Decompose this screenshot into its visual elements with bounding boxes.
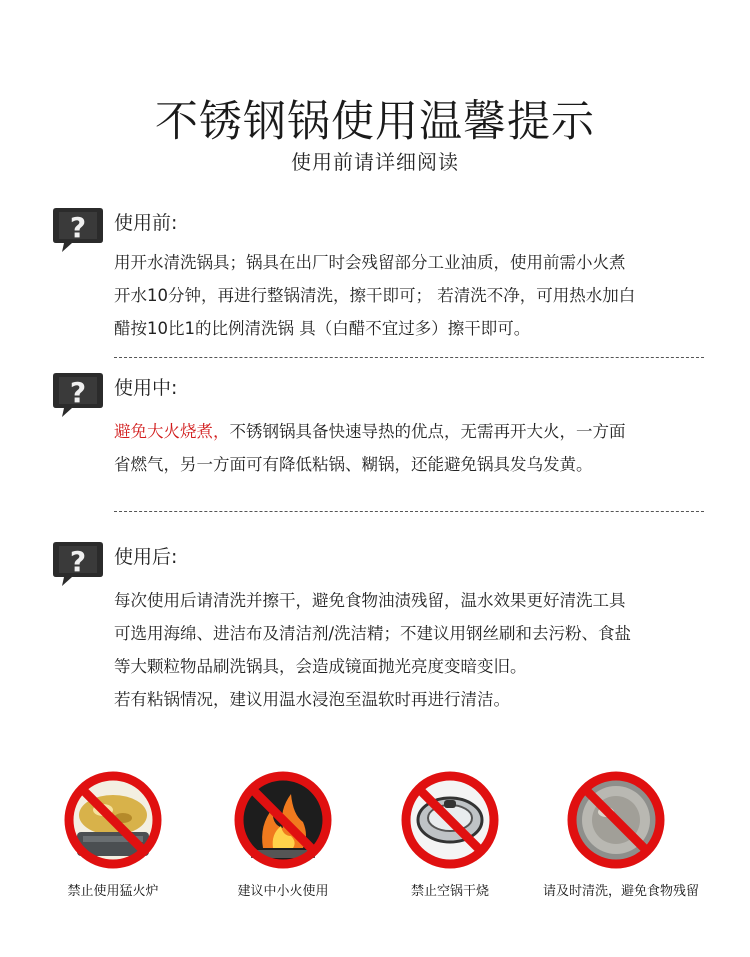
section-text xyxy=(114,584,714,716)
text-line: 可选用海绵、进洁布及清洁剂/洗洁精；不建议用钢丝刷和去污粉、食盐 xyxy=(114,624,632,643)
dashed-divider xyxy=(114,357,704,358)
page-title: 不锈钢锅使用温馨提示 xyxy=(155,97,595,147)
highlight-warning: 避免大火烧煮， xyxy=(114,422,230,441)
no-food-residue-icon xyxy=(566,770,666,870)
no-empty-pot-heating-icon xyxy=(400,770,500,870)
section-text xyxy=(114,246,714,345)
warning-caption: 禁止空锅干烧 xyxy=(410,884,489,899)
text-line: 开水10分钟，再进行整锅清洗，擦干即可； 若清洗不净，可用热水加白 xyxy=(114,286,636,305)
section-text xyxy=(114,415,714,481)
warning-caption: 请及时清洗，避免食物残留 xyxy=(542,884,699,899)
warning-caption: 建议中小火使用 xyxy=(237,884,329,899)
section-heading: 使用前: xyxy=(114,212,178,234)
question-icon xyxy=(52,540,104,588)
text-line xyxy=(114,415,714,448)
section-heading: 使用后: xyxy=(114,546,178,568)
text-line: 醋按10比1的比例清洗锅 具（白醋不宜过多）擦干即可。 xyxy=(114,319,531,338)
dashed-divider xyxy=(114,511,704,512)
warning-caption: 禁止使用猛火炉 xyxy=(67,884,159,899)
question-icon xyxy=(52,206,104,254)
no-big-flame-icon xyxy=(233,770,333,870)
text-line: 省燃气，另一方面可有降低粘锅、糊锅，还能避免锅具发乌发黄。 xyxy=(114,455,593,474)
text-line: 若有粘锅情况，建议用温水浸泡至温软时再进行清洁。 xyxy=(114,690,510,709)
text-line: 用开水清洗锅具；锅具在出厂时会残留部分工业油质，使用前需小火煮 xyxy=(114,253,626,272)
page-subtitle: 使用前请详细阅读 xyxy=(291,150,459,174)
text-line: 每次使用后请清洗并擦干，避免食物油渍残留，温水效果更好清洗工具 xyxy=(114,591,626,610)
question-icon xyxy=(52,371,104,419)
text-line-rest: 不锈钢锅具备快速导热的优点，无需再开大火，一方面 xyxy=(229,422,626,441)
text-line: 等大颗粒物品刷洗锅具，会造成镜面抛光亮度变暗变旧。 xyxy=(114,657,527,676)
no-strong-fire-stove-icon xyxy=(63,770,163,870)
section-heading: 使用中: xyxy=(114,377,178,399)
